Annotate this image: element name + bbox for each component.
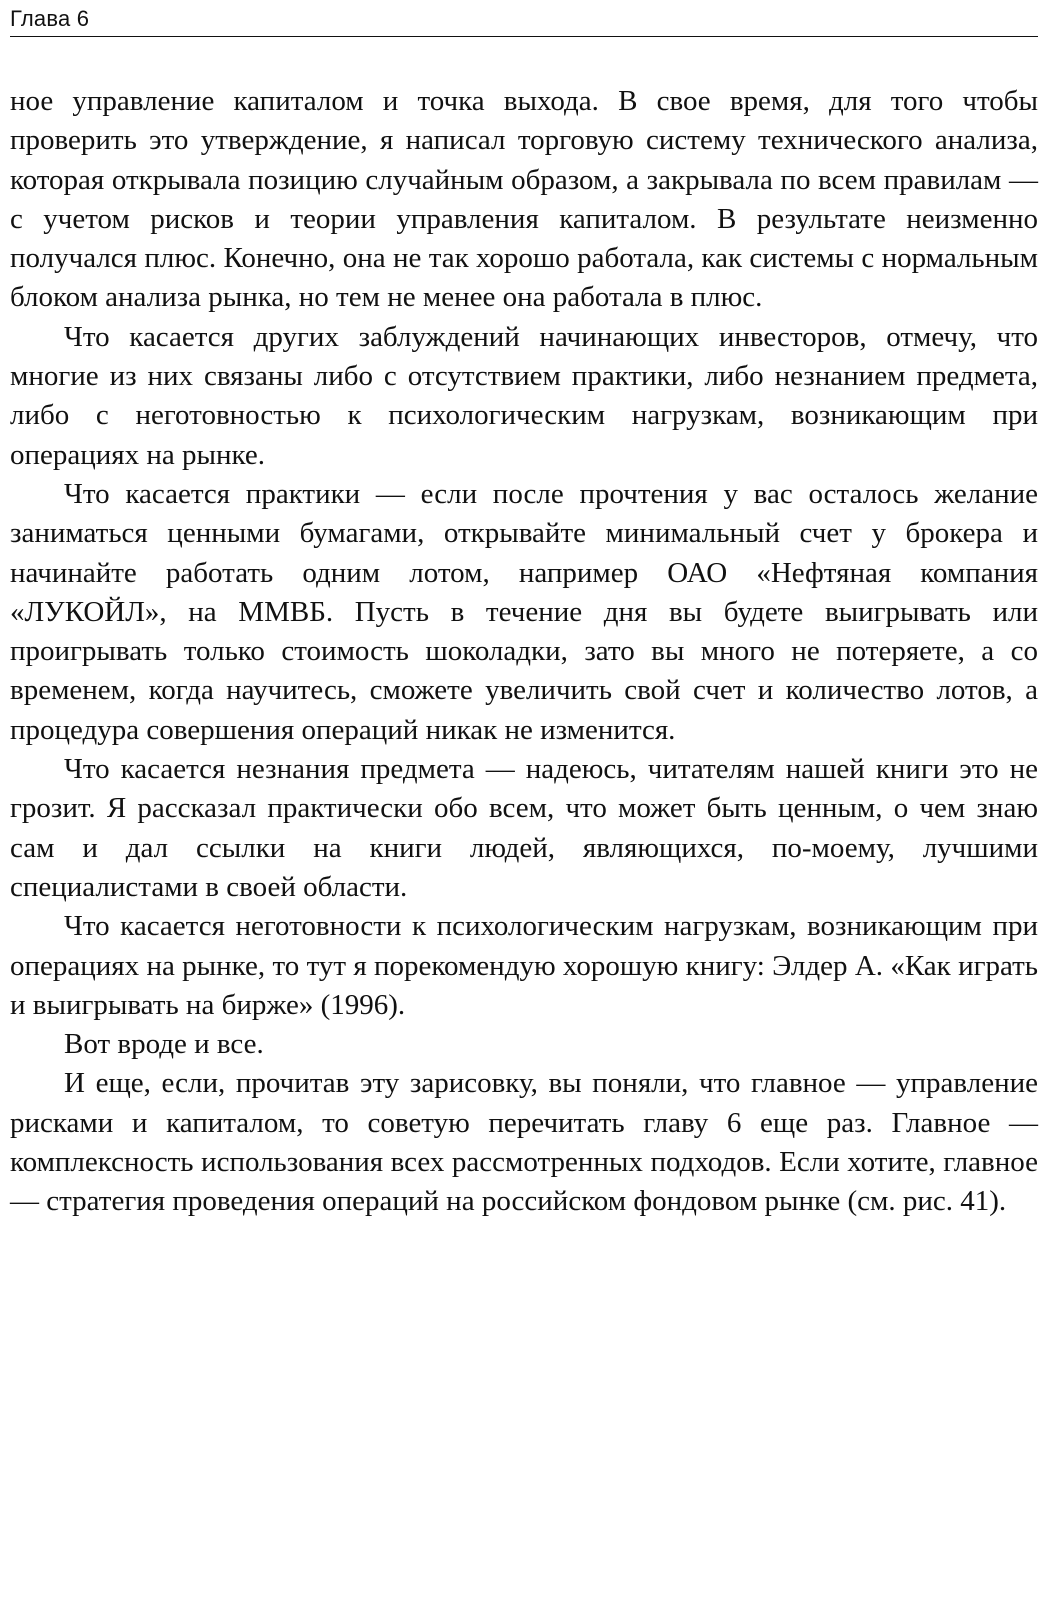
chapter-header: Глава 6 [10, 6, 90, 31]
paragraph-short: Вот вроде и все. [64, 1028, 264, 1061]
paragraph-conclusion: И еще, если, прочитав эту зарисовку, вы поняли, что главное — управление рисками и капиталом, то советую перечитать главу 6 еще раз. Главное — комплексность использования всех рассмотренных подходов. Если хотите, главное — стратегия проведения операций на российском фондовом рынке (см. рис. 41). [10, 1067, 1038, 1218]
paragraph-practice: Что касается практики — если после прочтения у вас осталось желание заниматься ценными бумагами, открывайте минимальный счет у брокера и начинайте работать одним лотом, например ОАО «Нефтяная компания «ЛУКОЙЛ», на ММВБ. Пусть в течение дня вы будете выигрывать или проигрывать только стоимость шоколадки, зато вы много не потеряете, а со временем, когда научитесь, сможете увеличить свой счет и количество лотов, а процедура совершения операций никак не изменится. [10, 477, 1038, 746]
paragraph-continuation: ное управление капиталом и точка выхода. В свое время, для того чтобы проверить это утверждение, я написал торговую систему технического анализа, которая открывала позицию случайным образом, а закрывала по всем правилам — с учетом рисков и теории управления капиталом. В результате неизменно получался плюс. Конечно, она не так хорошо работала, как системы с нормальным блоком анализа рынка, но тем не менее она работала в плюс. [10, 85, 1038, 314]
header-divider [10, 36, 1038, 37]
paragraph-psychology: Что касается неготовности к психологическим нагрузкам, возникающим при операциях на рынке, то тут я порекомендую хорошую книгу: Элдер А. «Как играть и выигрывать на бирже» (1996). [10, 910, 1038, 1021]
paragraph-misconceptions: Что касается других заблуждений начинающих инвесторов, отмечу, что многие из них связаны либо с отсутствием практики, либо незнанием предмета, либо с неготовностью к психологическим нагрузкам, возникающим при операциях на рынке. [10, 320, 1038, 471]
paragraph-knowledge: Что касается незнания предмета — надеюсь, читателям нашей книги это не грозит. Я рассказал практически обо всем, что может быть ценным, о чем знаю сам и дал ссылки на книги людей, являющихся, по-моему, лучшими специалистами в своей области. [10, 753, 1038, 903]
page-body [10, 82, 1038, 1222]
